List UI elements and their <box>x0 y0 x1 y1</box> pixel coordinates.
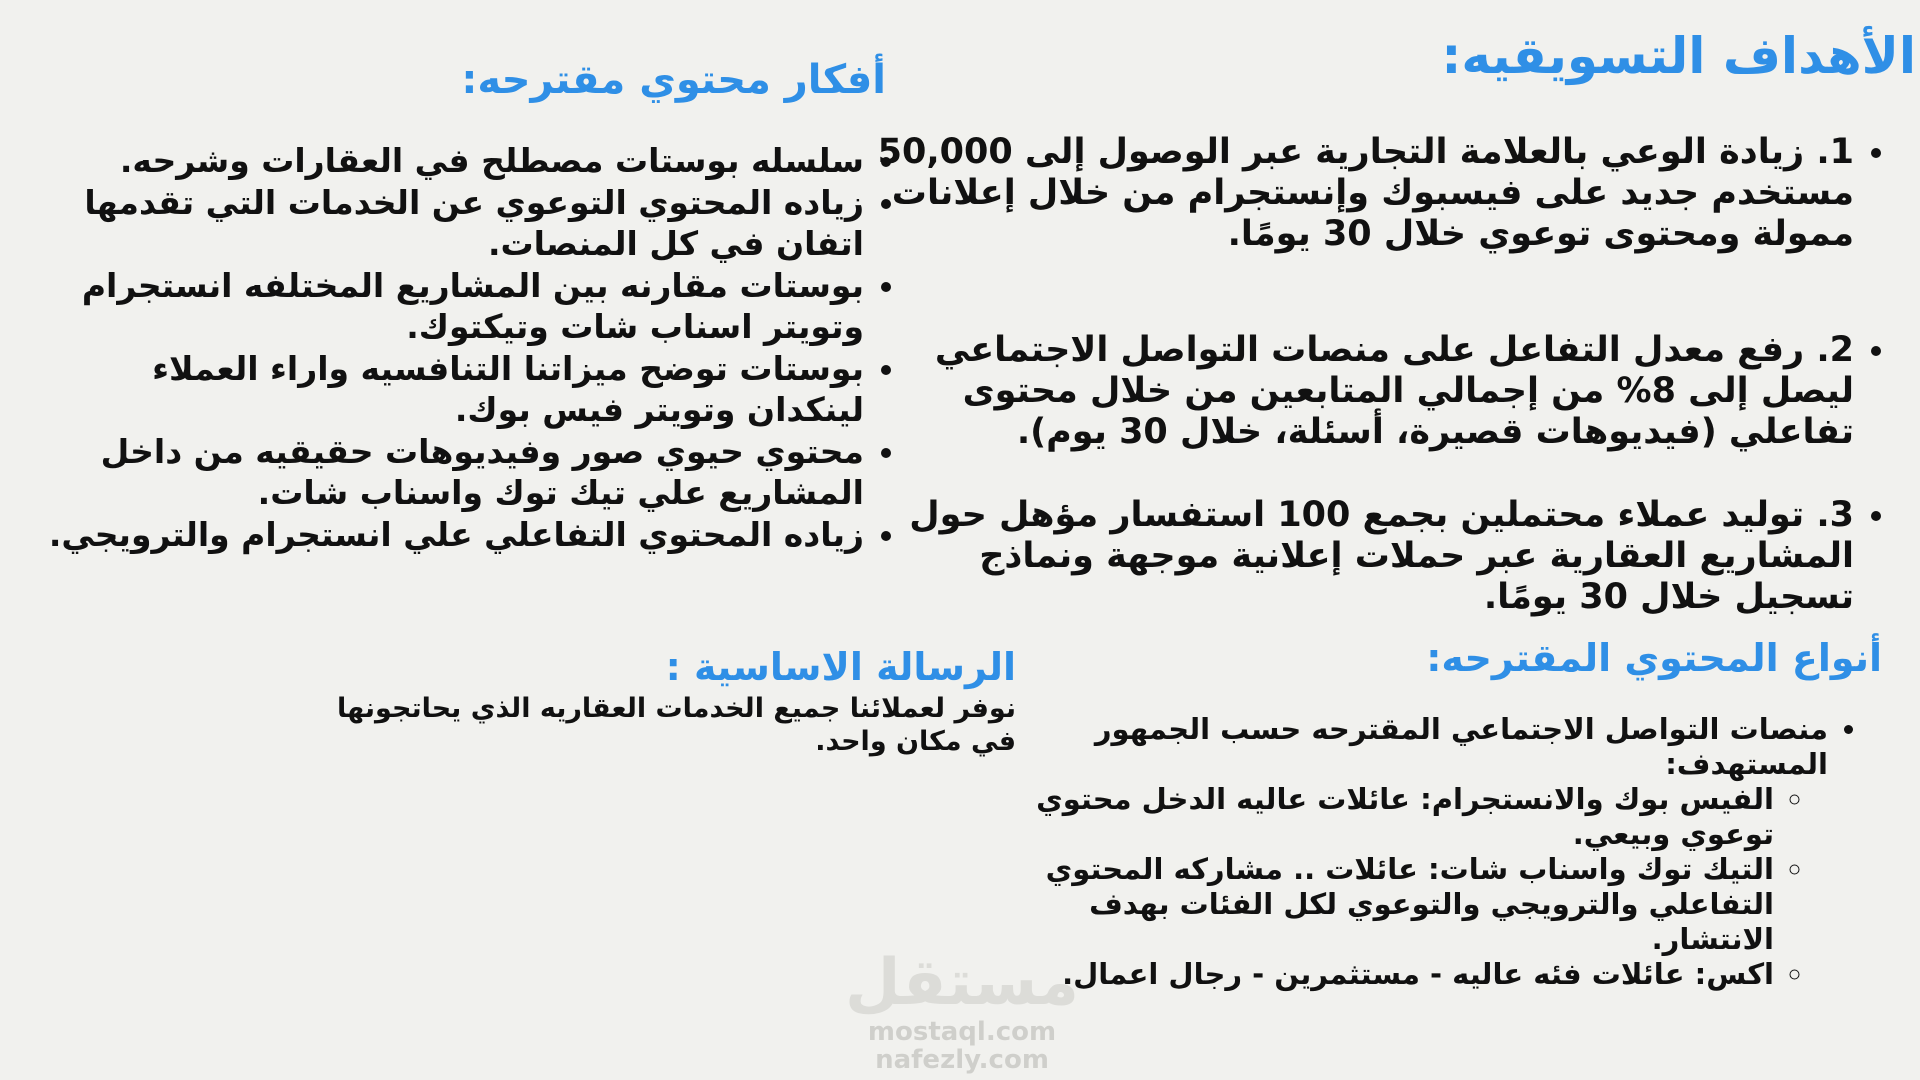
content-ideas-list <box>34 140 894 555</box>
core-message-section <box>296 642 1016 758</box>
platform-subitem-1: ◦ الفيس بوك والانستجرام: عائلات عاليه الدخل محتوي توعوي وبيعي. <box>1022 782 1774 852</box>
content-types-list <box>1022 712 1882 992</box>
content-ideas-section <box>34 52 894 555</box>
platforms-sublist <box>1022 782 1828 992</box>
idea-item-3: • بوستات مقارنه بين المشاريع المختلفه انستجرام وتويتر اسناب شات وتيكتوك. <box>34 265 864 348</box>
content-ideas-title: أفكار محتوي مقترحه: <box>461 57 886 103</box>
idea-item-6: • زياده المحتوي التفاعلي علي انستجرام والترويجي. <box>34 514 864 556</box>
platform-subitem-3: ◦ اكس: عائلات فئه عاليه - مستثمرين - رجال اعمال. <box>1022 957 1774 992</box>
marketing-goals-section <box>856 22 1916 693</box>
idea-item-4: • بوستات توضح ميزاتنا التنافسيه واراء العملاء لينكدان وتويتر فيس بوك. <box>34 348 864 431</box>
goal-item-1: • 1. زيادة الوعي بالعلامة التجارية عبر الوصول إلى 50,000 مستخدم جديد على فيسبوك وإنستجرام من خلال إعلانات ممولة ومحتوى توعوي خلال 30 يومًا. <box>856 132 1854 255</box>
idea-item-5: • محتوي حيوي صور وفيديوهات حقيقيه من داخل المشاريع علي تيك توك واسناب شات. <box>34 431 864 514</box>
idea-item-1: • سلسله بوستات مصطلح في العقارات وشرحه. <box>34 140 864 182</box>
core-message-body: نوفر لعملائنا جميع الخدمات العقاريه الذي يحاتجونها في مكان واحد. <box>336 693 1016 757</box>
platforms-item-label: منصات التواصل الاجتماعي المقترحه حسب الجمهور المستهدف: <box>1094 712 1828 781</box>
watermark <box>842 948 1082 1078</box>
watermark-line-2: nafezly.com <box>875 1045 1049 1075</box>
idea-item-2: • زياده المحتوي التوعوي عن الخدمات التي تقدمها اتفان في كل المنصات. <box>34 182 864 265</box>
content-types-title: أنواع المحتوي المقترحه: <box>1426 636 1882 680</box>
watermark-logo: مستقل <box>844 946 1080 1020</box>
platforms-item <box>1022 712 1828 992</box>
content-types-section <box>1022 632 1882 992</box>
goal-item-2: • 2. رفع معدل التفاعل على منصات التواصل الاجتماعي ليصل إلى 8% من إجمالي المتابعين من خلال محتوى تفاعلي (فيديوهات قصيرة، أسئلة، خلال 30 يوم). <box>856 330 1854 453</box>
marketing-goals-list <box>856 132 1916 618</box>
platform-subitem-2: ◦ التيك توك واسناب شات: عائلات .. مشاركه المحتوي التفاعلي والترويجي والتوعوي لكل الفئات بهدف الانتشار. <box>1022 852 1774 957</box>
watermark-line-1: mostaql.com <box>867 1017 1057 1047</box>
marketing-goals-title: الأهداف التسويقيه: <box>1441 27 1916 85</box>
goal-item-3: • 3. توليد عملاء محتملين بجمع 100 استفسار مؤهل حول المشاريع العقارية عبر حملات إعلانية موجهة ونماذج تسجيل خلال 30 يومًا. <box>856 495 1854 618</box>
core-message-title: الرسالة الاساسية : <box>665 645 1016 689</box>
